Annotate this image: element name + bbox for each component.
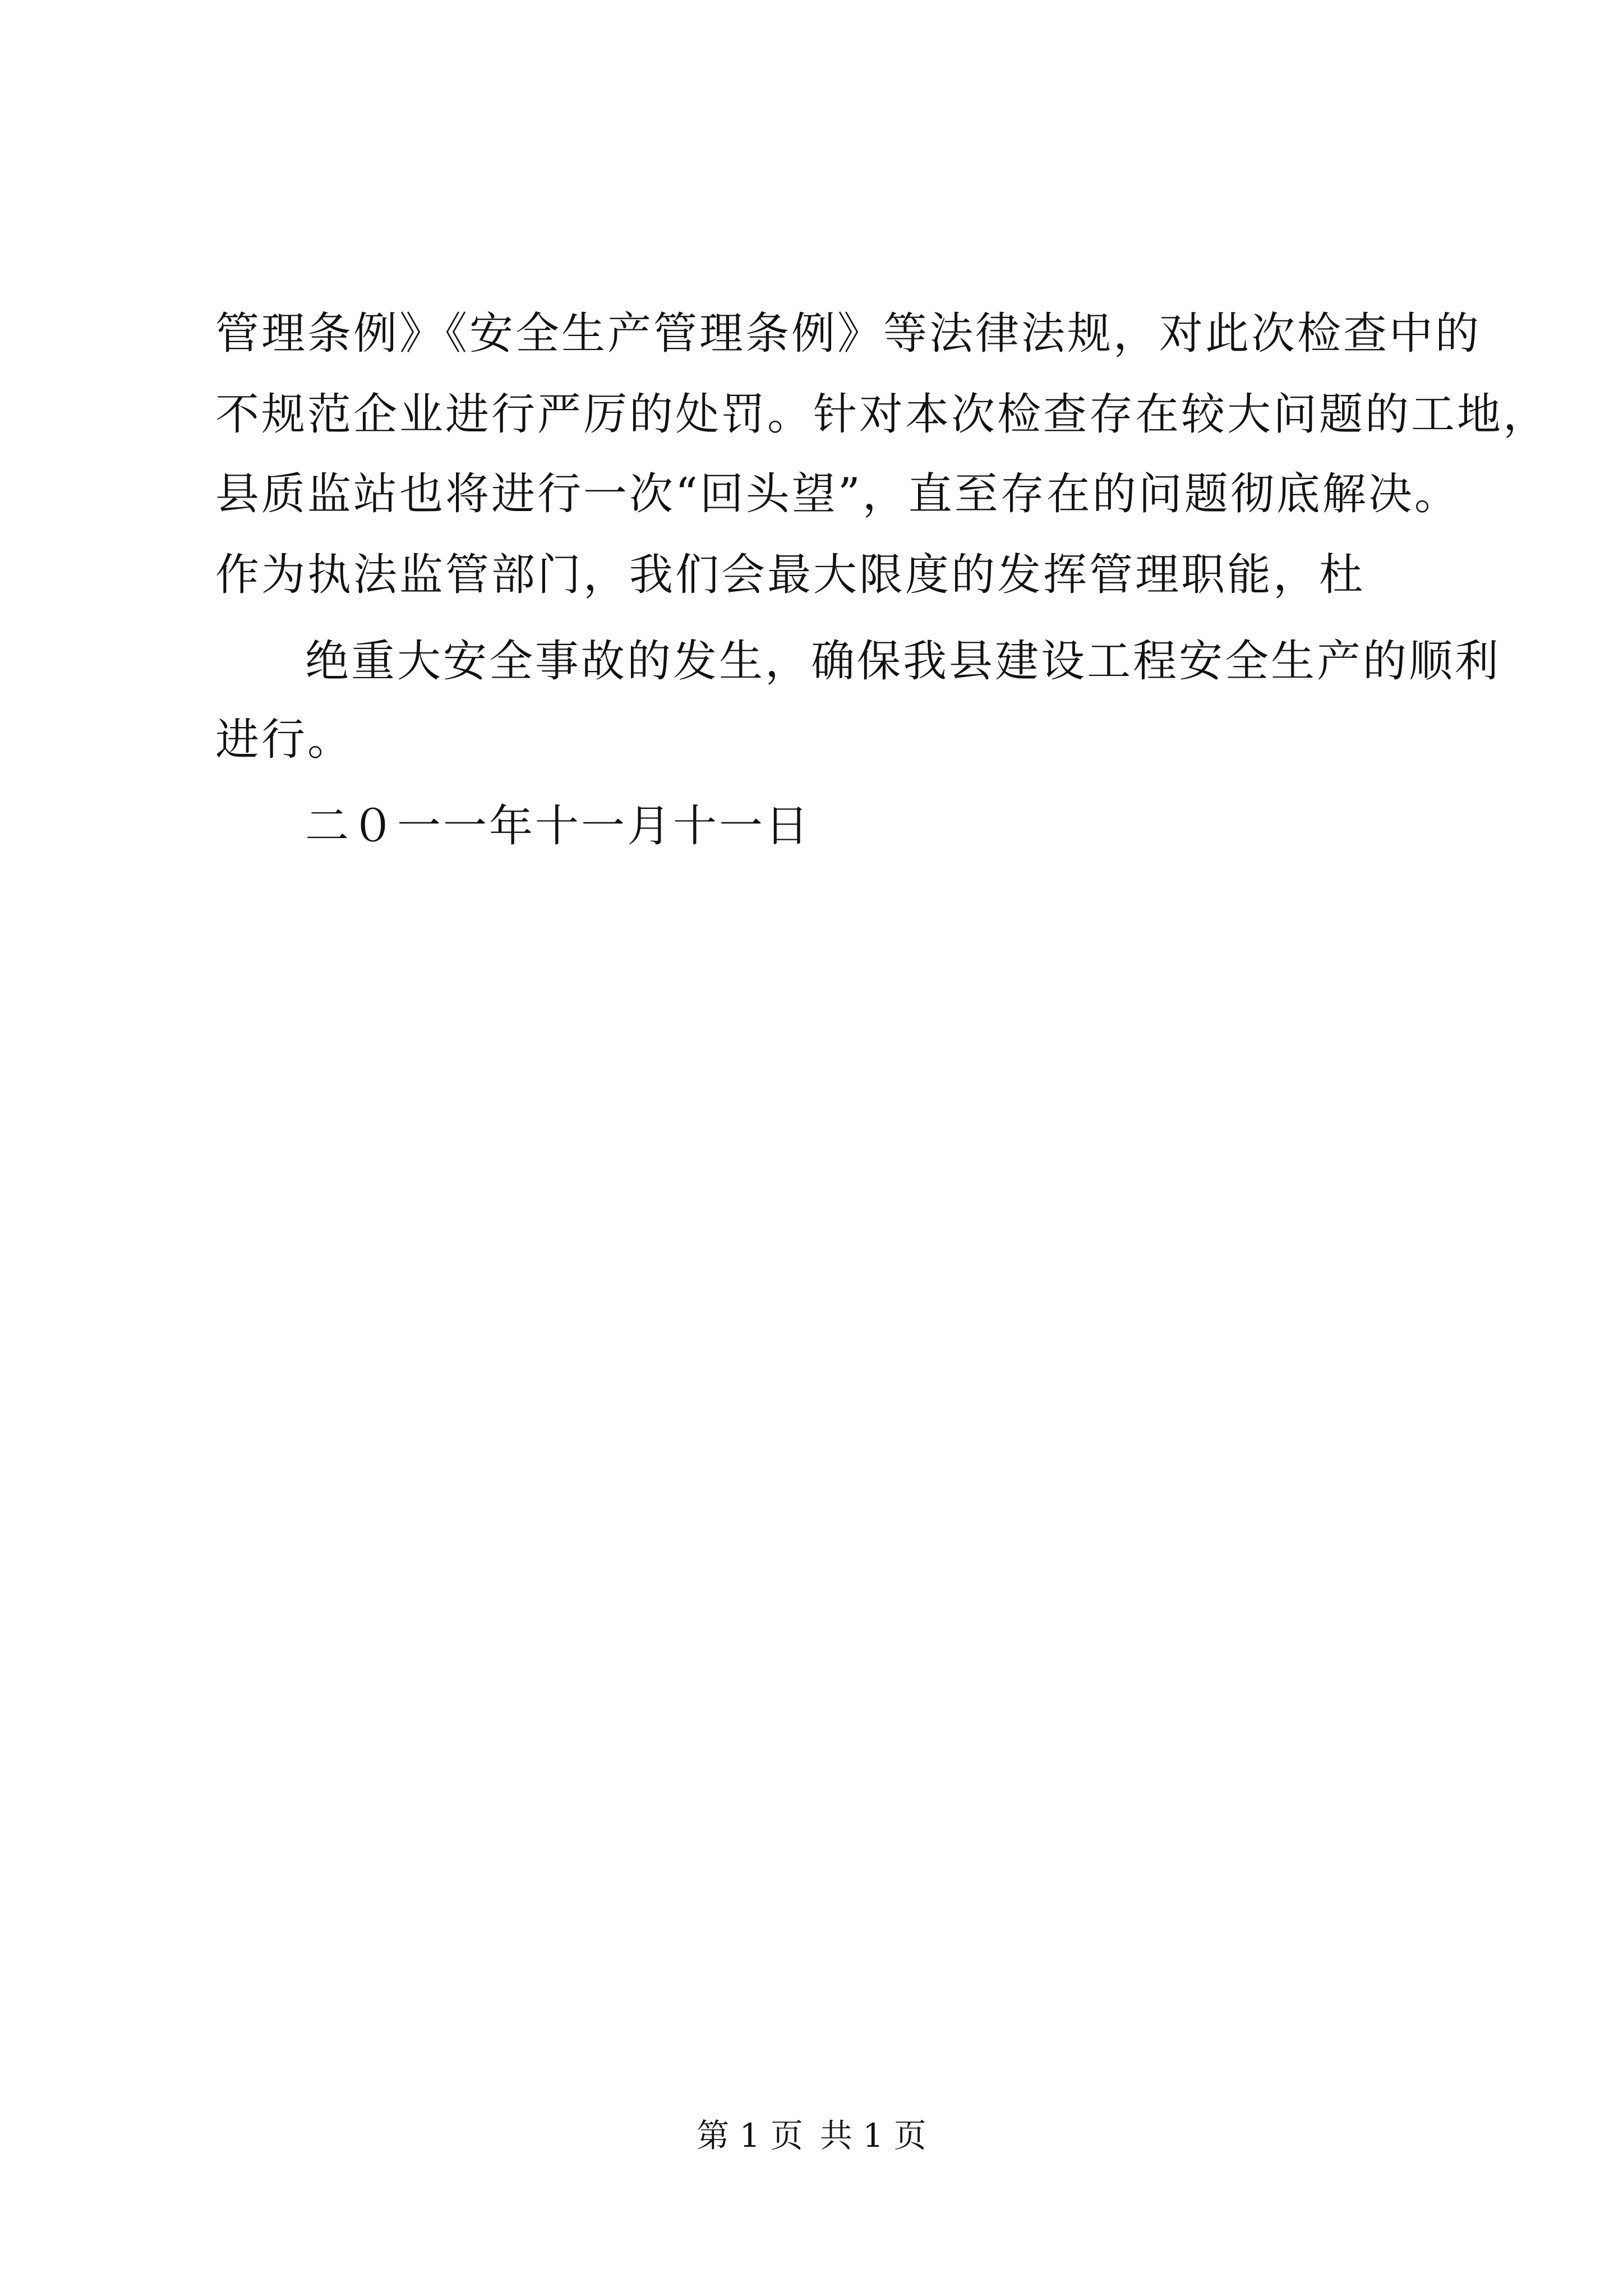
page-number-total: 共 1 页 bbox=[820, 2116, 926, 2155]
body-text-line: 县质监站也将进行一次“回头望”，直至存在的问题彻底解决。 bbox=[215, 469, 1460, 519]
body-text-line: 不规范企业进行严厉的处罚。针对本次检查存在较大问题的工地， bbox=[215, 389, 1550, 440]
page-footer bbox=[0, 2116, 1623, 2155]
paragraph-start-line: 绝重大安全事故的发生，确保我县建设工程安全生产的顺利 bbox=[305, 636, 1501, 687]
page-number-current: 第 1 页 bbox=[697, 2116, 803, 2155]
body-text-line: 进行。 bbox=[215, 715, 354, 765]
body-text-line: 管理条例》《安全生产管理条例》等法律法规，对此次检查中的 bbox=[215, 309, 1482, 359]
body-text-line: 作为执法监管部门，我们会最大限度的发挥管理职能，杜 bbox=[215, 550, 1366, 600]
date-line: 二０一一年十一月十一日 bbox=[305, 801, 811, 852]
